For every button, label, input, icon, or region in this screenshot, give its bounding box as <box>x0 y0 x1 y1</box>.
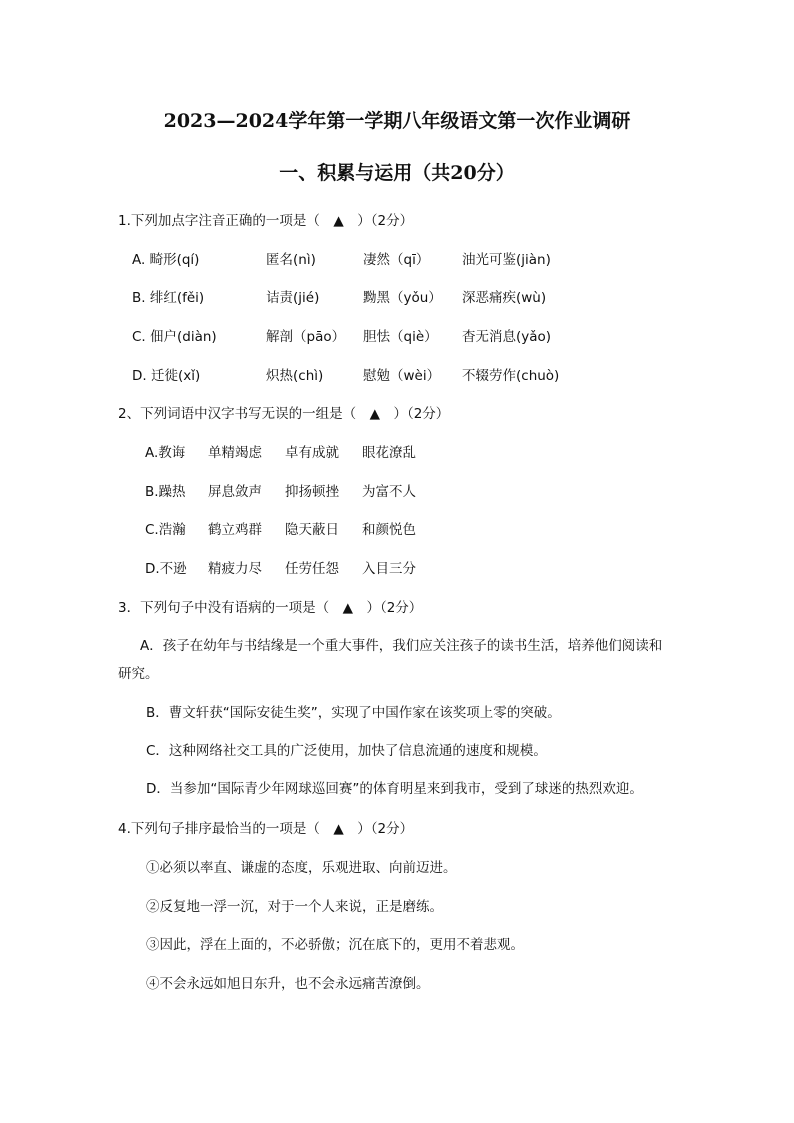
section-title: 一、积累与运用（共20分） <box>279 162 515 184</box>
q2-c-2: 鹤立鸡群 <box>208 522 262 538</box>
q2-d-3: 任劳任怨 <box>285 561 339 577</box>
q1-a-2: 匿名(nì) <box>266 252 316 268</box>
q1-a-3: 凄然（qī） <box>363 252 430 268</box>
q1-b-2: 诘责(jié) <box>266 290 320 306</box>
q1-a-1: A. 畸形(qí) <box>132 252 200 268</box>
q1-c-1: C. 佃户(diàn) <box>132 329 217 345</box>
q4-item-3: ③因此，浮在上面的，不必骄傲；沉在底下的，更用不着悲观。 <box>146 937 524 953</box>
q1-d-2: 炽热(chì) <box>266 368 324 384</box>
q1-b-1: B. 绯红(fěi) <box>132 290 205 306</box>
q3-option-a: A．孩子在幼年与书结缘是一个重大事件，我们应关注孩子的读书生活，培养他们阅读和 <box>140 638 663 654</box>
q4-stem: 4.下列句子排序最恰当的一项是（ ▲ ）（2分） <box>118 821 414 837</box>
q2-d-1: D.不逊 <box>145 561 187 577</box>
q2-b-4: 为富不人 <box>362 484 416 500</box>
q2-b-1: B.躁热 <box>145 484 186 500</box>
q2-a-3: 卓有成就 <box>285 445 339 461</box>
q1-a-4: 油光可鉴(jiàn) <box>462 252 551 268</box>
q1-d-1: D. 迁徙(xǐ) <box>132 368 201 384</box>
q3-stem: 3．下列句子中没有语病的一项是（ ▲ ）（2分） <box>118 600 423 616</box>
q1-b-4: 深恶痛疾(wù) <box>462 290 547 306</box>
q4-item-1: ①必须以率直、谦虚的态度，乐观进取、向前迈进。 <box>146 860 457 876</box>
q4-item-4: ④不会永远如旭日东升，也不会永远痛苦潦倒。 <box>146 976 430 992</box>
q1-c-2: 解剖（pāo） <box>266 329 346 345</box>
q1-c-4: 杳无消息(yǎo) <box>462 329 552 345</box>
q2-c-4: 和颜悦色 <box>362 522 416 538</box>
q1-c-3: 胆怯（qiè） <box>363 329 438 345</box>
q1-d-3: 慰勉（wèi） <box>363 368 441 384</box>
q3-option-b: B．曹文轩获“国际安徒生奖”，实现了中国作家在该奖项上零的突破。 <box>146 705 561 721</box>
q2-a-1: A.教诲 <box>145 445 186 461</box>
q1-stem: 1.下列加点字注音正确的一项是（ ▲ ）（2分） <box>118 213 414 229</box>
q3-option-a-cont: 研究。 <box>118 666 159 682</box>
q2-stem: 2、下列词语中汉字书写无误的一组是（ ▲ ）（2分） <box>118 406 450 422</box>
q3-option-d: D．当参加“国际青少年网球巡回赛”的体育明星来到我市，受到了球迷的热烈欢迎。 <box>146 781 643 797</box>
q1-d-4: 不辍劳作(chuò) <box>462 368 560 384</box>
q1-b-3: 黝黑（yǒu） <box>363 290 442 306</box>
q2-a-4: 眼花潦乱 <box>362 445 416 461</box>
q2-b-3: 抑扬顿挫 <box>285 484 339 500</box>
q2-c-3: 隐天蔽日 <box>285 522 339 538</box>
q2-a-2: 单精竭虑 <box>208 445 262 461</box>
page-title: 2023—2024学年第一学期八年级语文第一次作业调研 <box>163 110 631 132</box>
q2-c-1: C.浩瀚 <box>145 522 186 538</box>
q2-d-2: 精疲力尽 <box>208 561 262 577</box>
q3-option-c: C．这种网络社交工具的广泛使用，加快了信息流通的速度和规模。 <box>146 743 547 759</box>
q2-d-4: 入目三分 <box>362 561 416 577</box>
q2-b-2: 屏息敛声 <box>208 484 262 500</box>
q4-item-2: ②反复地一浮一沉，对于一个人来说，正是磨练。 <box>146 899 443 915</box>
